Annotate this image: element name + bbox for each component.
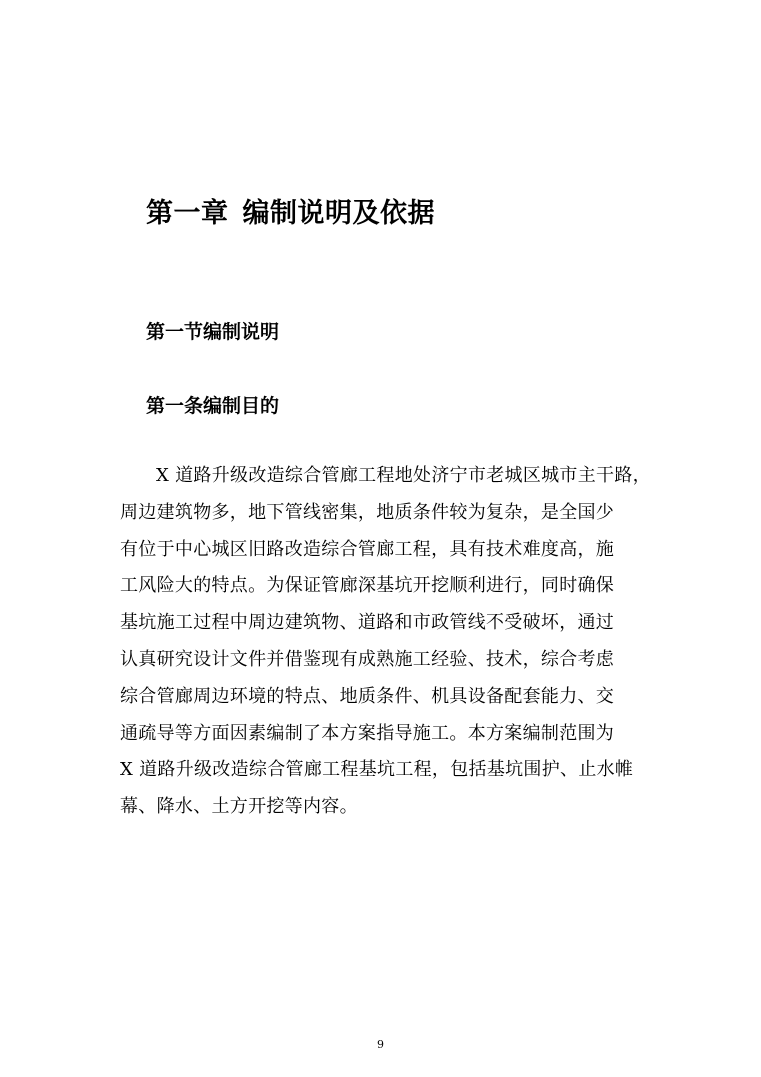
paragraph-line: X 道路升级改造综合管廊工程基坑工程，包括基坑围护、止水帷 bbox=[120, 759, 634, 781]
body-paragraph bbox=[120, 458, 680, 826]
section-heading: 第一节编制说明 bbox=[146, 321, 280, 343]
paragraph-line: 工风险大的特点。为保证管廊深基坑开挖顺利进行，同时确保 bbox=[120, 575, 615, 597]
paragraph-line: 周边建筑物多，地下管线密集，地质条件较为复杂，是全国少 bbox=[120, 501, 615, 523]
paragraph-line: 基坑施工过程中周边建筑物、道路和市政管线不受破坏，通过 bbox=[120, 612, 615, 634]
paragraph-line: 认真研究设计文件并借鉴现有成熟施工经验、技术，综合考虑 bbox=[120, 648, 615, 670]
paragraph-line: 综合管廊周边环境的特点、地质条件、机具设备配套能力、交 bbox=[120, 685, 615, 707]
chapter-heading bbox=[146, 196, 435, 232]
page-number: 9 bbox=[377, 1038, 384, 1051]
paragraph-line: 幕、降水、土方开挖等内容。 bbox=[120, 796, 358, 818]
chapter-title-text: 编制说明及依据 bbox=[242, 198, 435, 229]
chapter-number: 第一章 bbox=[146, 198, 229, 229]
paragraph-line: X 道路升级改造综合管廊工程地处济宁市老城区城市主干路， bbox=[156, 465, 651, 486]
paragraph-line: 通疏导等方面因素编制了本方案指导施工。本方案编制范围为 bbox=[120, 722, 615, 744]
paragraph-line: 有位于中心城区旧路改造综合管廊工程，具有技术难度高，施 bbox=[120, 538, 615, 560]
article-heading: 第一条编制目的 bbox=[146, 395, 280, 417]
